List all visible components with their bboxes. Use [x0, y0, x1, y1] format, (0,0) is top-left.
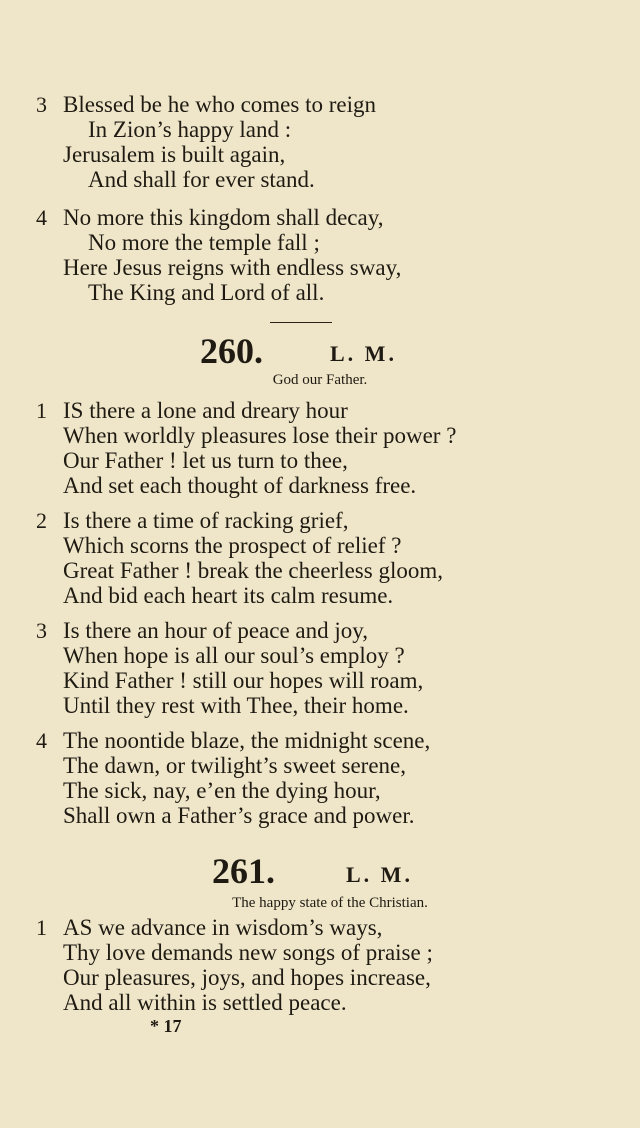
verse-line: Our pleasures, joys, and hopes increase, [63, 965, 431, 990]
section-divider [270, 322, 332, 323]
hymn-title: The happy state of the Christian. [232, 895, 428, 911]
verse-line: Which scorns the prospect of relief ? [63, 533, 402, 558]
verse-line: Great Father ! break the cheerless gloom, [63, 558, 443, 583]
verse-line: AS we advance in wisdom’s ways, [63, 915, 383, 940]
verse-line: Until they rest with Thee, their home. [63, 693, 409, 718]
verse-line: The King and Lord of all. [88, 280, 325, 305]
verse-line: Here Jesus reigns with endless sway, [63, 255, 402, 280]
hymn-number: 260. [200, 331, 263, 371]
verse-line: And bid each heart its calm resume. [63, 583, 394, 608]
verse-line: Thy love demands new songs of praise ; [63, 940, 433, 965]
stanza-number: 1 [36, 398, 47, 423]
stanza-number: 4 [36, 728, 47, 753]
verse-line: The noontide blaze, the midnight scene, [63, 728, 431, 753]
verse-line: When hope is all our soul’s employ ? [63, 643, 405, 668]
verse-line: Our Father ! let us turn to thee, [63, 448, 348, 473]
hymn-number: 261. [212, 851, 275, 891]
verse-line: And all within is settled peace. [63, 990, 347, 1015]
stanza-number: 2 [36, 508, 47, 533]
verse-line: No more this kingdom shall decay, [63, 205, 384, 230]
verse-line: Shall own a Father’s grace and power. [63, 803, 415, 828]
signature-mark: * 17 [150, 1016, 182, 1036]
stanza-number: 3 [36, 92, 47, 117]
verse-line: Is there an hour of peace and joy, [63, 618, 369, 643]
verse-line: Blessed be he who comes to reign [63, 92, 376, 117]
verse-line: In Zion’s happy land : [88, 117, 292, 142]
verse-line: Kind Father ! still our hopes will roam, [63, 668, 424, 693]
verse-line: And shall for ever stand. [88, 167, 315, 192]
stanza-number: 3 [36, 618, 47, 643]
hymn-title: God our Father. [272, 372, 368, 388]
stanza-number: 1 [36, 915, 47, 940]
verse-line: The dawn, or twilight’s sweet serene, [63, 753, 406, 778]
verse-line: The sick, nay, e’en the dying hour, [63, 778, 381, 803]
verse-line: And set each thought of darkness free. [63, 473, 417, 498]
stanza-number: 4 [36, 205, 47, 230]
verse-line: IS there a lone and dreary hour [63, 398, 348, 423]
verse-line: Jerusalem is built again, [63, 142, 286, 167]
hymn-meter: L. M. [346, 862, 413, 887]
verse-line: When worldly pleasures lose their power ? [63, 423, 457, 448]
verse-line: Is there a time of racking grief, [63, 508, 349, 533]
hymn-meter: L. M. [330, 341, 397, 366]
verse-line: No more the temple fall ; [88, 230, 320, 255]
